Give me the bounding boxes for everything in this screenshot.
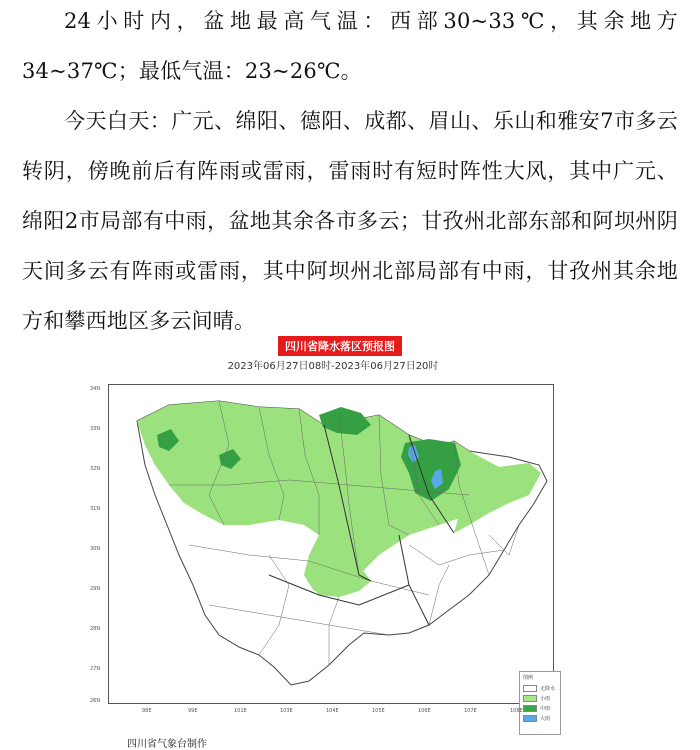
paragraph-temperature: 24小时内，盆地最高气温：西部30~33℃，其余地方34~37℃；最低气温：23~26℃。	[22, 9, 678, 83]
y-tick-label: 33N	[90, 426, 101, 432]
legend-item: 中雨	[523, 703, 557, 713]
y-tick-label: 29N	[90, 586, 101, 592]
x-tick-label: 103E	[280, 708, 293, 714]
precipitation-map-figure	[90, 336, 568, 750]
y-tick-label: 34N	[90, 386, 101, 392]
x-tick-label: 106E	[418, 708, 431, 714]
x-tick-label: 104E	[326, 708, 339, 714]
x-tick-label: 98E	[142, 708, 152, 714]
x-tick-label: 99E	[188, 708, 198, 714]
x-tick-label: 108E	[510, 708, 523, 714]
y-tick-label: 26N	[90, 698, 101, 704]
x-tick-label: 107E	[464, 708, 477, 714]
paragraph-forecast: 今天白天：广元、绵阳、德阳、成都、眉山、乐山和雅安7市多云转阴，傍晚前后有阵雨或雷雨，雷雨时有短时阵性大风，其中广元、绵阳2市局部有中雨，盆地其余各市多云；甘孜州北部东部和阿坝州阴天间多云有阵雨或雷雨，其中阿坝州北部局部有中雨，甘孜州其余地方和攀西地区多云间晴。	[22, 109, 678, 333]
map-subtitle: 2023年06月27日08时-2023年06月27日20时	[227, 361, 439, 372]
y-tick-label: 28N	[90, 626, 101, 632]
y-tick-label: 31N	[90, 506, 101, 512]
legend-item: 无降水	[523, 683, 557, 693]
y-tick-label: 30N	[90, 546, 101, 552]
y-tick-label: 32N	[90, 466, 101, 472]
y-tick-label: 27N	[90, 666, 101, 672]
map-credit: 四川省气象台制作	[127, 739, 207, 750]
legend-item: 小雨	[523, 693, 557, 703]
sichuan-map	[109, 385, 553, 703]
legend-title: 图例	[523, 675, 534, 681]
x-tick-label: 105E	[372, 708, 385, 714]
x-tick-label: 101E	[234, 708, 247, 714]
legend-item: 大雨	[523, 713, 557, 723]
map-legend	[519, 671, 561, 735]
map-title: 四川省降水落区预报图	[278, 336, 402, 356]
